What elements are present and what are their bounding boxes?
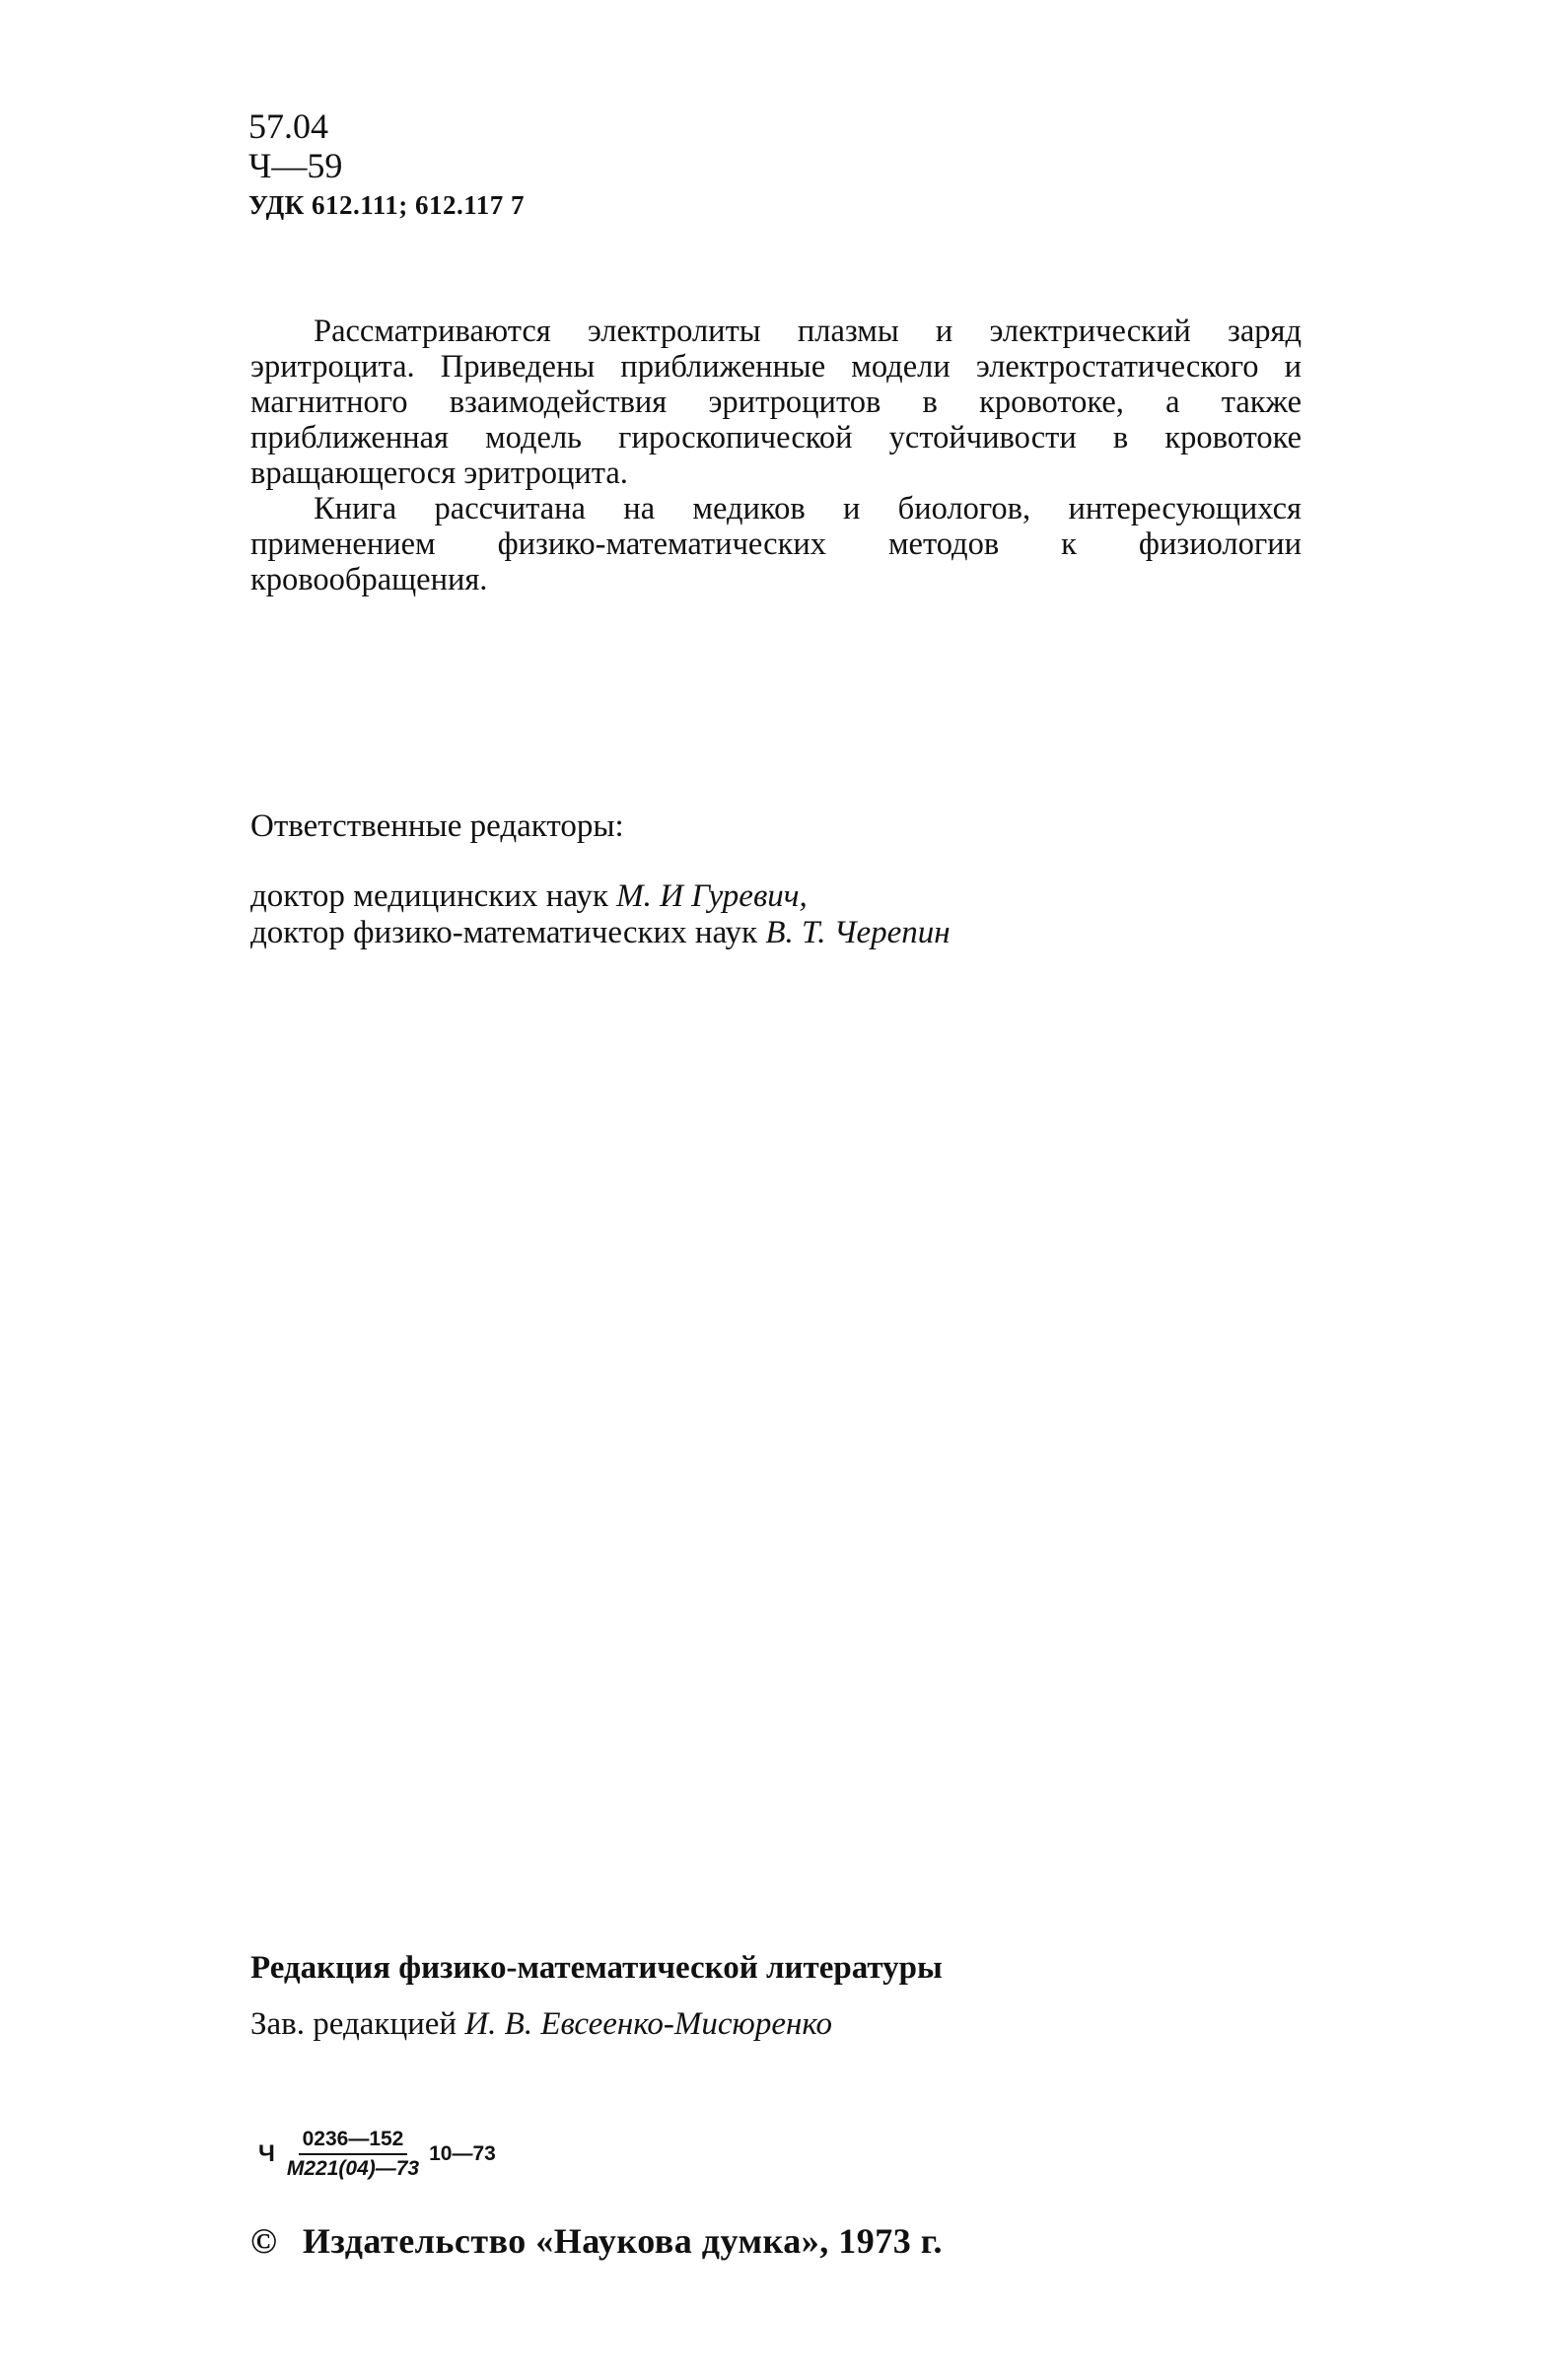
editorial-head-label: Зав. редакцией bbox=[250, 2006, 458, 2042]
index-numerator: 0236—152 bbox=[299, 2128, 408, 2155]
editors-heading: Ответственные редакторы: bbox=[250, 808, 624, 844]
editorial-head-name: И. В. Евсеенко-Мисюренко bbox=[464, 2006, 833, 2042]
index-fraction bbox=[283, 2128, 423, 2181]
responsible-editors bbox=[250, 808, 951, 951]
editor-name: М. И Гуревич, bbox=[616, 878, 808, 914]
udk-code: УДК 612.111; 612.117 7 bbox=[248, 190, 526, 220]
editor-line bbox=[250, 878, 951, 915]
copyright-text: Издательство «Наукова думка», 1973 г. bbox=[302, 2221, 943, 2261]
editor-name: В. Т. Черепин bbox=[765, 915, 951, 950]
author-mark: Ч—59 bbox=[248, 146, 343, 185]
index-suffix: 10—73 bbox=[429, 2142, 496, 2165]
editor-title: доктор медицинских наук bbox=[250, 878, 608, 914]
index-letter: Ч bbox=[258, 2140, 275, 2167]
abstract-paragraph: Рассматриваются электролиты плазмы и электрический заряд эритроцита. Приведены приближенные модели электростатического и магнитного взаимодействия эритроцитов в кровотоке, а также приближенная модель гироскопической устойчивости в кровотоке вращающегося эритроцита. bbox=[250, 314, 1302, 491]
editorial-office-name: Редакция физико-математической литературы bbox=[250, 1950, 943, 1986]
classification-block bbox=[248, 106, 525, 225]
copyright-icon: © bbox=[250, 2221, 278, 2261]
editor-title: доктор физико-математических наук bbox=[250, 915, 758, 950]
index-denominator: М221(04)—73 bbox=[286, 2157, 420, 2180]
bbk-code: 57.04 bbox=[248, 106, 328, 146]
copyright-line bbox=[250, 2220, 943, 2262]
editorial-office bbox=[250, 1940, 943, 2053]
editor-line bbox=[250, 915, 951, 951]
editorial-head-line bbox=[250, 1996, 943, 2053]
abstract-paragraph: Книга рассчитана на медиков и биологов, интересующихся применением физико-математических методов к физиологии кровообращения. bbox=[250, 491, 1302, 597]
publication-index bbox=[258, 2128, 496, 2181]
abstract bbox=[250, 314, 1302, 597]
